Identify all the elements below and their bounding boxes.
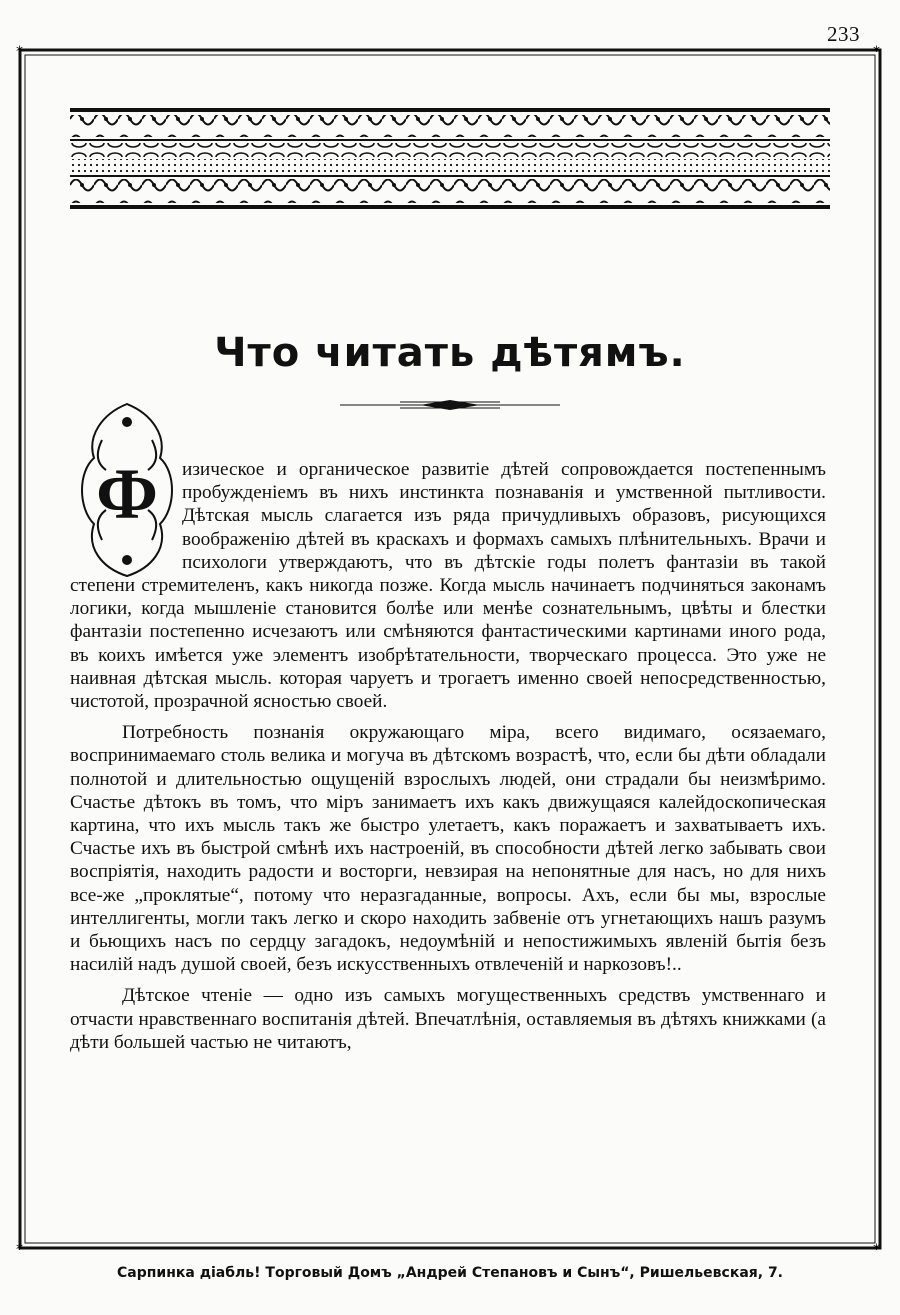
drop-cap-letter: Ф [96,454,158,534]
page-number: 233 [827,22,860,46]
drop-cap-spacer [70,458,182,572]
svg-text:*: * [873,44,880,60]
article-title: Что читать дѣтямъ. [214,330,686,376]
footer-advertisement: Сарпинка діабль! Торговый Домъ „Андрей Степановъ и Сынъ“, Ришельевская, 7. [116,1265,784,1281]
svg-text:*: * [873,1242,880,1258]
svg-text:*: * [16,1242,23,1258]
paragraph: Потребность познанія окружающаго міра, всего видимаго, осязаемаго, воспринимаемаго столь велика и могуча въ дѣтскомъ возрастѣ, что, если бы дѣти обладали полнотой и длительностью ощущеній взрослыхъ людей, они страдали бы неизмѣримо. Счастье дѣтокъ въ томъ, что міръ занимаетъ ихъ какъ движущаяся калейдоскопическая картина, что ихъ мысль такъ же быстро улетаетъ, какъ поражаетъ и захватываетъ ихъ. Счастье ихъ въ быстрой смѣнѣ ихъ настроеній, въ способности дѣтей легко забывать свои воспріятія, находить радости и восторги, невзирая на непонятные для насъ, но для нихъ все-же „проклятые“, потому что неразгаданные, вопросы. Ахъ, если бы мы, взрослые интеллигенты, могли такъ легко и скоро находить забвеніе отъ угнетающихъ нашъ разумъ и бьющихъ насъ по сердцу загадокъ, недоумѣній и непостижимыхъ явленій бытія безъ насилій надъ душой своей, безъ искусственныхъ отвлеченій и наркозовъ!.. [70,722,826,976]
article-body [70,458,826,1062]
svg-text:*: * [16,44,23,60]
title-ornament-rule [340,398,560,412]
paragraph-text: изическое и органическое развитіе дѣтей сопровождается постепеннымъ пробужденіемъ въ нихъ инстинкта познаванія и умственной пытливости. Дѣтская мысль слагается изъ ряда причудливыхъ образовъ, рисующихся воображенію дѣтей въ краскахъ и формахъ самыхъ плѣнительныхъ. Врачи и психологи утверждаютъ, что въ дѣтскіе годы полетъ фантазіи въ такой степени стремителенъ, какъ никогда позже. Когда мысль начинаетъ подчиняться законамъ логики, когда мышленіе становится болѣе или менѣе сознательнымъ, цвѣты и блестки фантазіи постепенно исчезаютъ или смѣняются фантастическими картинами иного рода, въ коихъ имѣется уже элементъ изобрѣтательности, творческаго процесса. Это уже не наивная дѣтская мысль. которая чаруетъ и трогаетъ именно своей непосредственностью, чистотой, прозрачной ясностью своей. [70,459,826,713]
paragraph [70,458,826,713]
decorative-header-ornament [70,108,830,210]
paragraph: Дѣтское чтеніе — одно изъ самыхъ могущественныхъ средствъ умственнаго и отчасти нравственнаго воспитанія дѣтей. Впечатлѣнія, оставляемыя въ дѣтяхъ книжками (а дѣти большей частью не читаютъ, [70,985,826,1053]
